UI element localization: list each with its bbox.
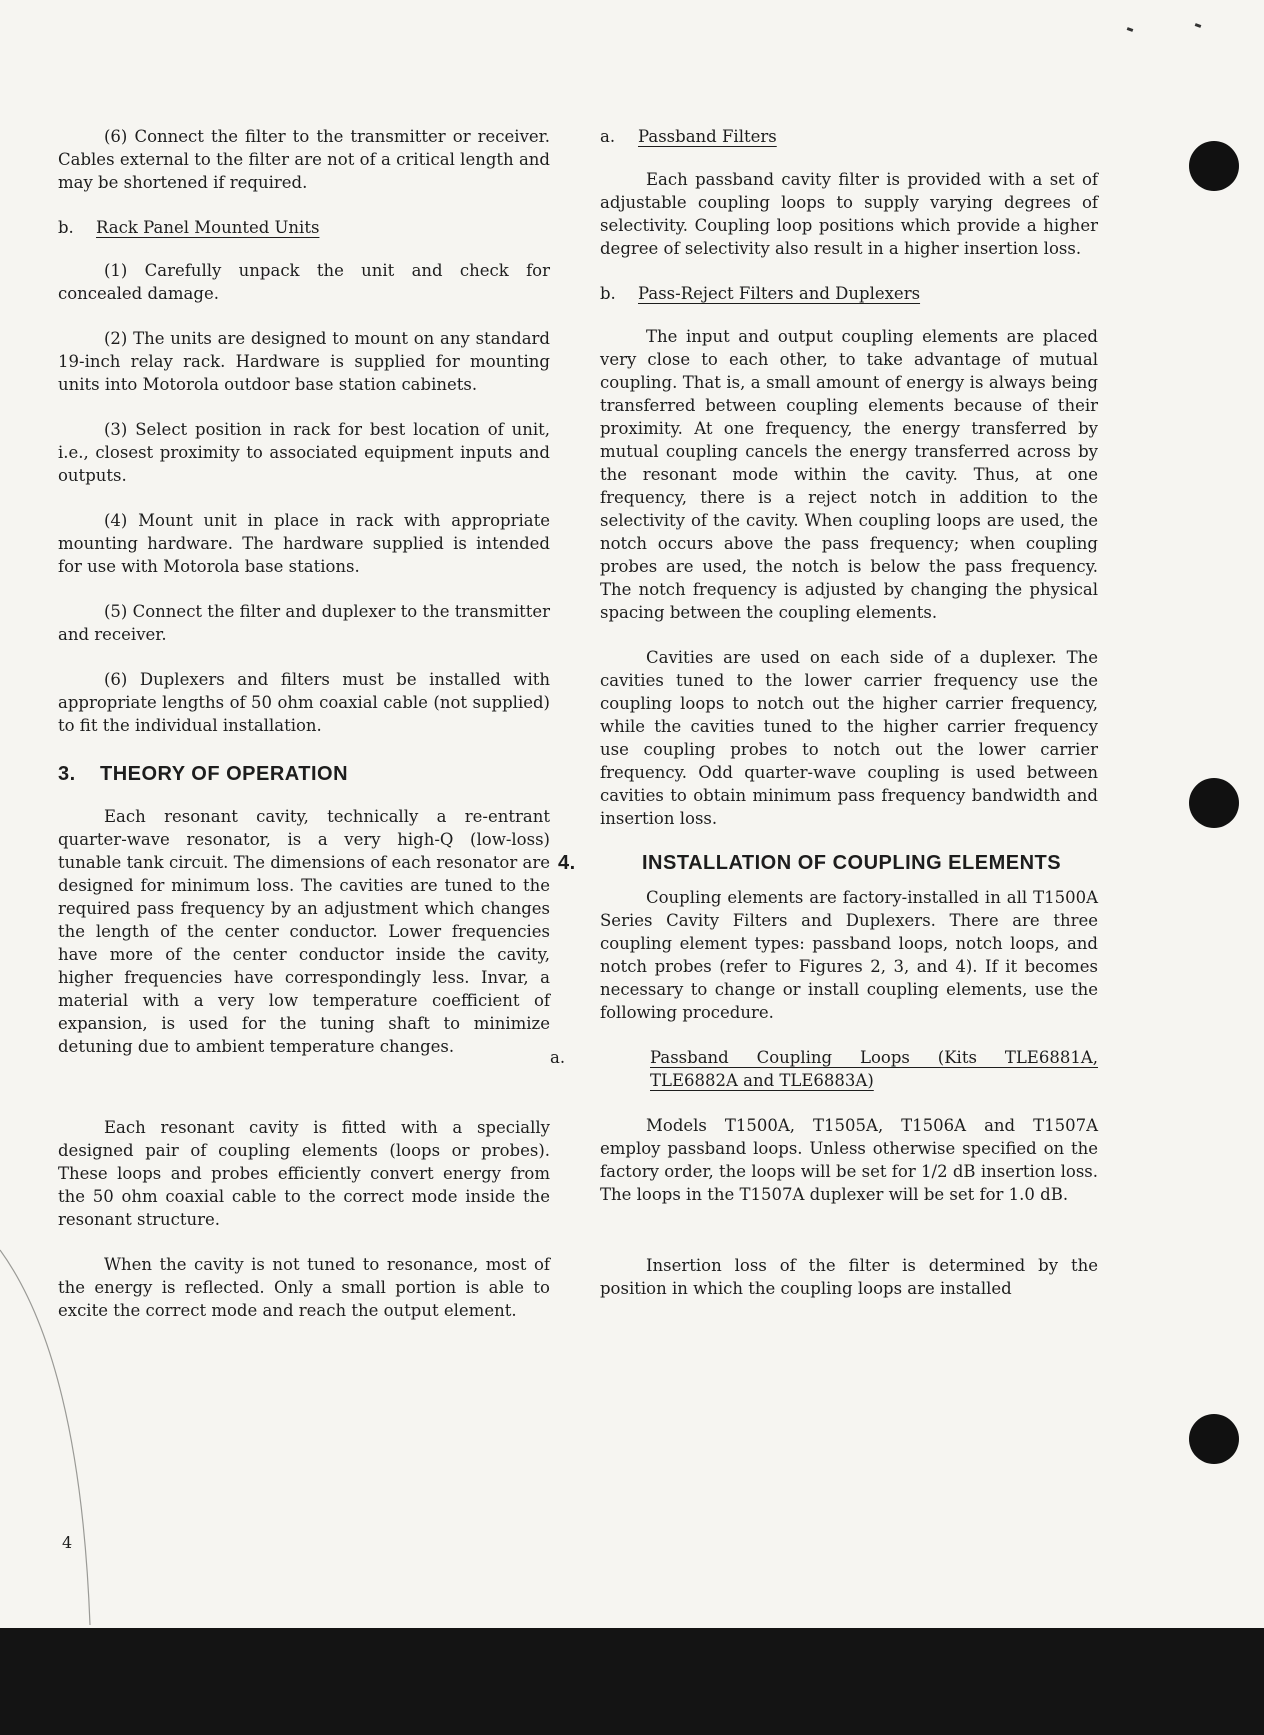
paragraph-theory-2: Each resonant cavity is fitted with a specially designed pair of coupling elements (loops or probes). These loops and probes efficiently convert energy from the 50 ohm coaxial cable to the correct mode inside the resonant structure. xyxy=(58,1118,550,1229)
paragraph-step-6-duplexers: (6) Duplexers and filters must be installed with appropriate lengths of 50 ohm coaxial cable (not supplied) to fit the individual installation. xyxy=(58,670,550,735)
section-title: INSTALLATION OF COUPLING ELEMENTS xyxy=(642,852,1062,874)
scan-speck xyxy=(1195,23,1202,28)
paragraph-mutual-coupling: The input and output coupling elements are placed very close to each other, to take advantage of mutual coupling. That is, a small amount of energy is always being transferred between coupling elements because of their proximity. At one frequency, the energy transferred by mutual coupling cancels the energy transferred across by the resonant mode within the cavity. Thus, at one frequency, there is a reject notch in addition to the selectivity of the cavity. When coupling loops are used, the notch occurs above the pass frequency; when coupling probes are used, the notch is below the pass frequency. The notch frequency is adjusted by changing the physical spacing between the coupling elements. xyxy=(600,327,1098,622)
subsection-pass-reject xyxy=(600,282,1098,305)
paragraph-theory-1: Each resonant cavity, technically a re-entrant quarter-wave resonator, is a very high-Q (low-loss) tunable tank circuit. The dimensions of each resonator are designed for minimum loss. The cavities are tuned to the required pass frequency by an adjustment which changes the length of the center conductor. Lower frequencies have more of the center conductor inside the cavity, higher frequencies have correspondingly less. Invar, a material with a very low temperature coefficient of expansion, is used for the tuning shaft to minimize detuning due to ambient temperature changes. xyxy=(58,807,550,1056)
subsection-title: Passband Coupling Loops (Kits TLE6881A, TLE6882A and TLE6883A) xyxy=(650,1048,1098,1090)
paragraph-installation-3: Insertion loss of the filter is determined by the position in which the coupling loops are installed xyxy=(600,1256,1098,1298)
section-number: 4. xyxy=(558,852,576,874)
subsection-title: Pass-Reject Filters and Duplexers xyxy=(638,284,921,303)
paragraph-duplexer-cavities: Cavities are used on each side of a duplexer. The cavities tuned to the lower carrier frequency use the coupling loops to notch out the higher carrier frequency, while the cavities tuned to the higher carrier frequency use coupling probes to notch out the lower carrier frequency. Odd quarter-wave coupling is used between cavities to obtain minimum pass frequency bandwidth and insertion loss. xyxy=(600,648,1098,828)
paragraph-theory-3: When the cavity is not tuned to resonance, most of the energy is reflected. Only a small portion is able to excite the correct mode and reach the output element. xyxy=(58,1255,550,1320)
section-heading-installation xyxy=(558,852,1098,874)
paragraph-passband-filters: Each passband cavity filter is provided with a set of adjustable coupling loops to supply varying degrees of selectivity. Coupling loop positions which provide a higher degree of selectivity also result in a higher insertion loss. xyxy=(600,170,1098,258)
punch-hole xyxy=(1189,778,1239,828)
section-title: THEORY OF OPERATION xyxy=(100,763,349,785)
page-number: 4 xyxy=(62,1533,73,1552)
paragraph-step-1: (1) Carefully unpack the unit and check for concealed damage. xyxy=(58,261,550,303)
subsection-label: a. xyxy=(600,127,616,146)
paragraph-step-2: (2) The units are designed to mount on any standard 19-inch relay rack. Hardware is supplied for mounting units into Motorola outdoor base station cabinets. xyxy=(58,329,550,394)
paragraph-installation-1: Coupling elements are factory-installed in all T1500A Series Cavity Filters and Duplexers. There are three coupling element types: passband loops, notch loops, and notch probes (refer to Figures 2, 3, and 4). If it becomes necessary to change or install coupling elements, use the following procedure. xyxy=(600,888,1098,1022)
subsection-rack-panel xyxy=(58,216,550,239)
paragraph-step-3: (3) Select position in rack for best location of unit, i.e., closest proximity to associated equipment inputs and outputs. xyxy=(58,420,550,485)
scan-speck xyxy=(1127,27,1134,32)
subsection-title: Passband Filters xyxy=(638,127,777,146)
subsection-label: b. xyxy=(58,218,74,237)
subsection-title: Rack Panel Mounted Units xyxy=(96,218,320,237)
punch-hole xyxy=(1189,141,1239,191)
subsection-label: a. xyxy=(550,1048,566,1067)
subsection-passband-coupling-loops xyxy=(550,1046,1098,1092)
section-heading-theory xyxy=(58,763,550,785)
paragraph-installation-2: Models T1500A, T1505A, T1506A and T1507A employ passband loops. Unless otherwise specified on the factory order, the loops will be set for 1/2 dB insertion loss. The loops in the T1507A duplexer will be set for 1.0 dB. xyxy=(600,1116,1098,1204)
right-column xyxy=(550,125,1098,1322)
paragraph-step-6-connect-filter: (6) Connect the filter to the transmitter or receiver. Cables external to the filter are not of a critical length and may be shortened if required. xyxy=(58,127,550,192)
scan-background-band xyxy=(0,1628,1264,1735)
section-number: 3. xyxy=(58,763,76,785)
punch-hole xyxy=(1189,1414,1239,1464)
subsection-passband-filters xyxy=(600,125,1098,148)
paragraph-step-4: (4) Mount unit in place in rack with appropriate mounting hardware. The hardware supplied is intended for use with Motorola base stations. xyxy=(58,511,550,576)
subsection-label: b. xyxy=(600,284,616,303)
left-column xyxy=(58,125,550,1344)
scan-fold-curve xyxy=(0,1240,120,1630)
paragraph-step-5: (5) Connect the filter and duplexer to the transmitter and receiver. xyxy=(58,602,551,644)
